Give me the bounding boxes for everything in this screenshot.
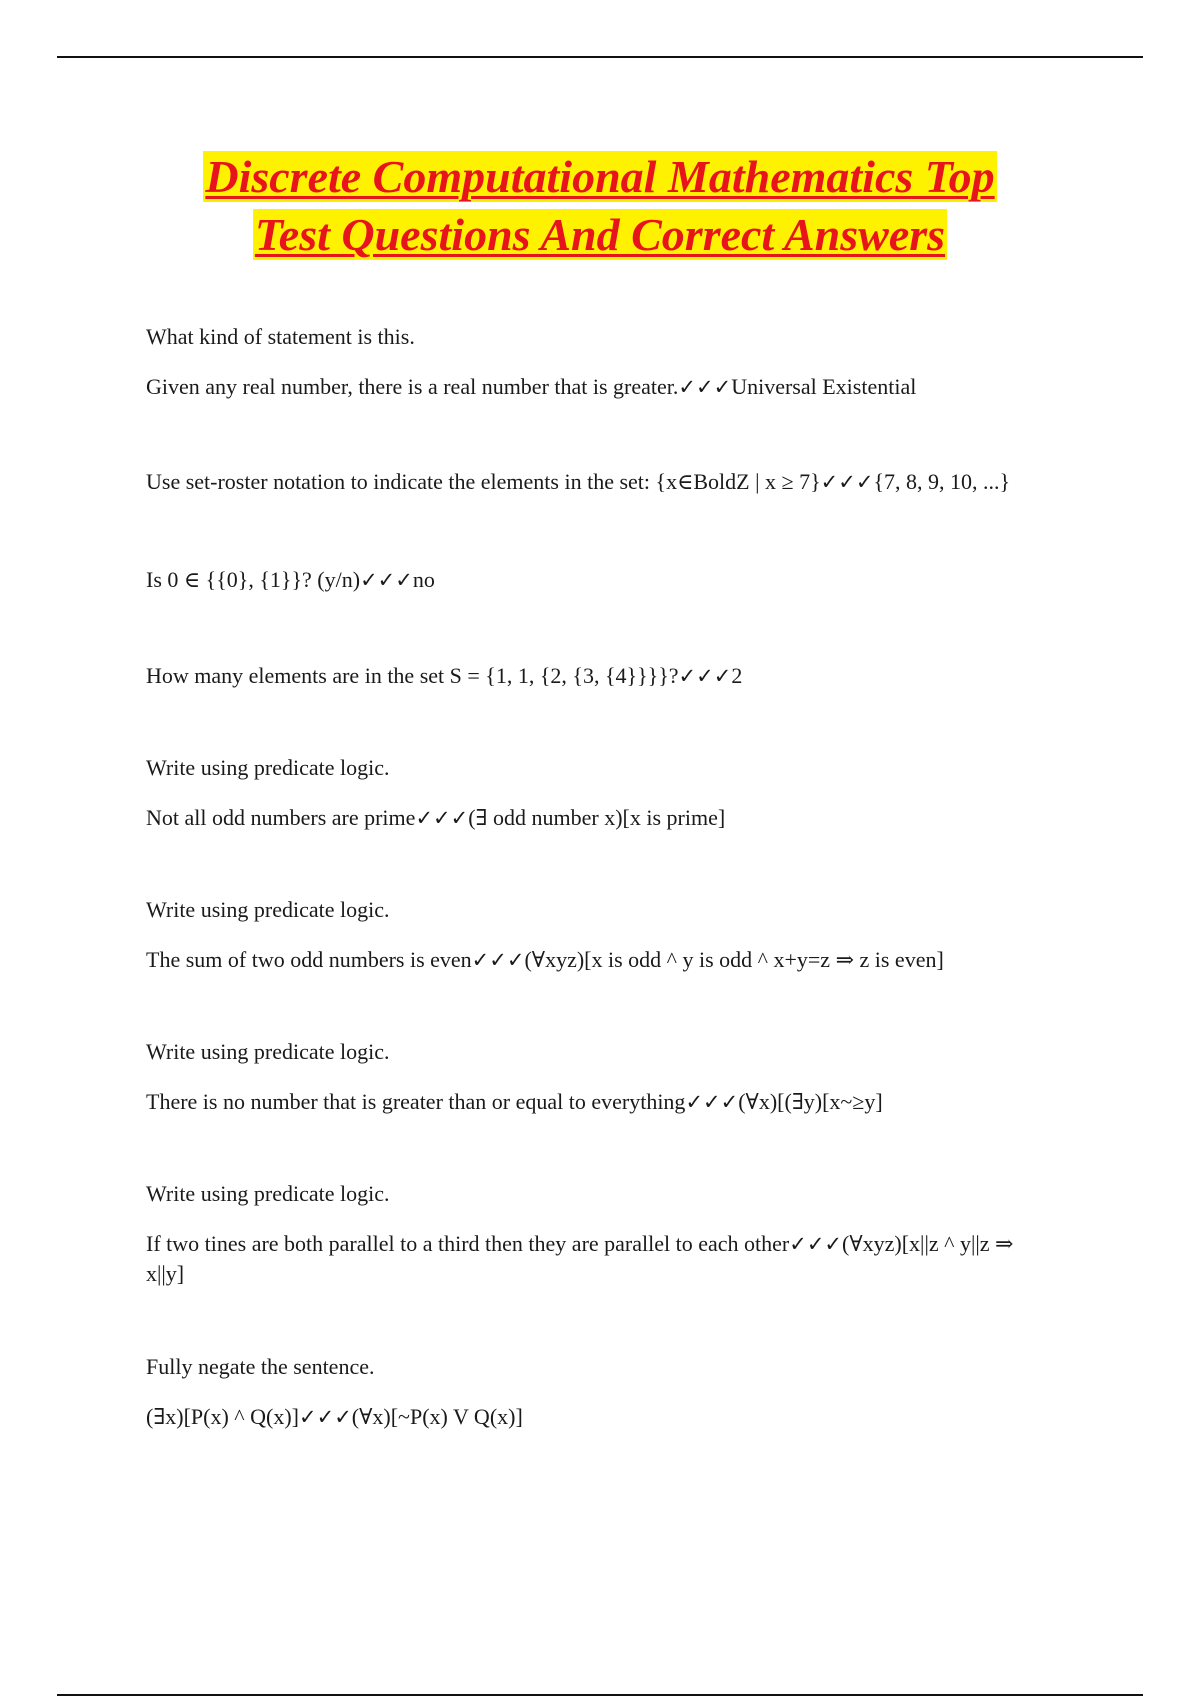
title-line-1: Discrete Computational Mathematics Top: [205, 151, 995, 202]
document-title: [0, 148, 1200, 264]
qa-item: [146, 467, 1046, 497]
qa-answer: (∀x)[(∃y)[x~≥y]: [738, 1089, 883, 1114]
qa-question: If two tines are both parallel to a third then they are parallel to each other: [146, 1231, 790, 1256]
qa-item: [146, 1352, 1046, 1432]
qa-answer: Universal Existential: [731, 374, 917, 399]
qa-item: [146, 565, 1046, 595]
qa-question-line: [146, 661, 1046, 691]
qa-item: [146, 1179, 1046, 1289]
qa-question-line: [146, 945, 1046, 975]
top-rule: [57, 56, 1143, 58]
qa-item: [146, 661, 1046, 691]
check-marks-icon: ✓✓✓: [678, 664, 732, 688]
qa-item: [146, 322, 1046, 402]
qa-prompt: Write using predicate logic.: [146, 1039, 390, 1064]
qa-answer: (∃ odd number x)[x is prime]: [468, 805, 726, 830]
check-marks-icon: ✓✓✓: [678, 375, 732, 399]
qa-answer: (∀xyz)[x||z ^ y||z ⇒ x||y]: [146, 1231, 1014, 1286]
qa-answer: (∀xyz)[x is odd ^ y is odd ^ x+y=z ⇒ z is even]: [524, 947, 944, 972]
qa-answer: {7, 8, 9, 10, ...}: [873, 469, 1011, 494]
title-line-2: Test Questions And Correct Answers: [254, 209, 946, 260]
check-marks-icon: ✓✓✓: [820, 470, 874, 494]
qa-prompt: Write using predicate logic.: [146, 1181, 390, 1206]
check-marks-icon: ✓✓✓: [299, 1405, 352, 1429]
qa-answer: 2: [731, 663, 743, 688]
qa-question-line: [146, 467, 1046, 497]
qa-question-line: [146, 372, 1046, 402]
qa-prompt: What kind of statement is this.: [146, 324, 415, 349]
qa-question: Is 0 ∈ {{0}, {1}}? (y/n): [146, 567, 361, 592]
qa-question: How many elements are in the set S = {1, 1, {2, {3, {4}}}}?: [146, 663, 679, 688]
check-marks-icon: ✓✓✓: [685, 1090, 739, 1114]
qa-question-line: [146, 803, 1046, 833]
qa-question-line: [146, 1229, 1046, 1289]
qa-question: Use set-roster notation to indicate the elements in the set: {x∈BoldZ | x ≥ 7}: [146, 469, 821, 494]
qa-question: (∃x)[P(x) ^ Q(x)]: [146, 1404, 299, 1429]
qa-question: There is no number that is greater than or equal to everything: [146, 1089, 686, 1114]
qa-item: [146, 895, 1046, 975]
qa-item: [146, 1037, 1046, 1117]
qa-answer: no: [412, 567, 435, 592]
qa-prompt: Write using predicate logic.: [146, 897, 390, 922]
qa-list: [146, 322, 1046, 1432]
qa-prompt: Write using predicate logic.: [146, 755, 390, 780]
qa-answer: (∀x)[~P(x) V Q(x)]: [351, 1404, 523, 1429]
check-marks-icon: ✓✓✓: [789, 1232, 843, 1256]
check-marks-icon: ✓✓✓: [471, 948, 525, 972]
check-marks-icon: ✓✓✓: [360, 568, 413, 592]
qa-item: [146, 753, 1046, 833]
qa-question-line: [146, 1087, 1046, 1117]
qa-question-line: [146, 1402, 1046, 1432]
qa-question: Given any real number, there is a real number that is greater.: [146, 374, 679, 399]
qa-question: The sum of two odd numbers is even: [146, 947, 472, 972]
qa-question: Not all odd numbers are prime: [146, 805, 416, 830]
bottom-rule: [57, 1694, 1143, 1696]
qa-question-line: [146, 565, 1046, 595]
qa-prompt: Fully negate the sentence.: [146, 1354, 375, 1379]
check-marks-icon: ✓✓✓: [415, 806, 469, 830]
